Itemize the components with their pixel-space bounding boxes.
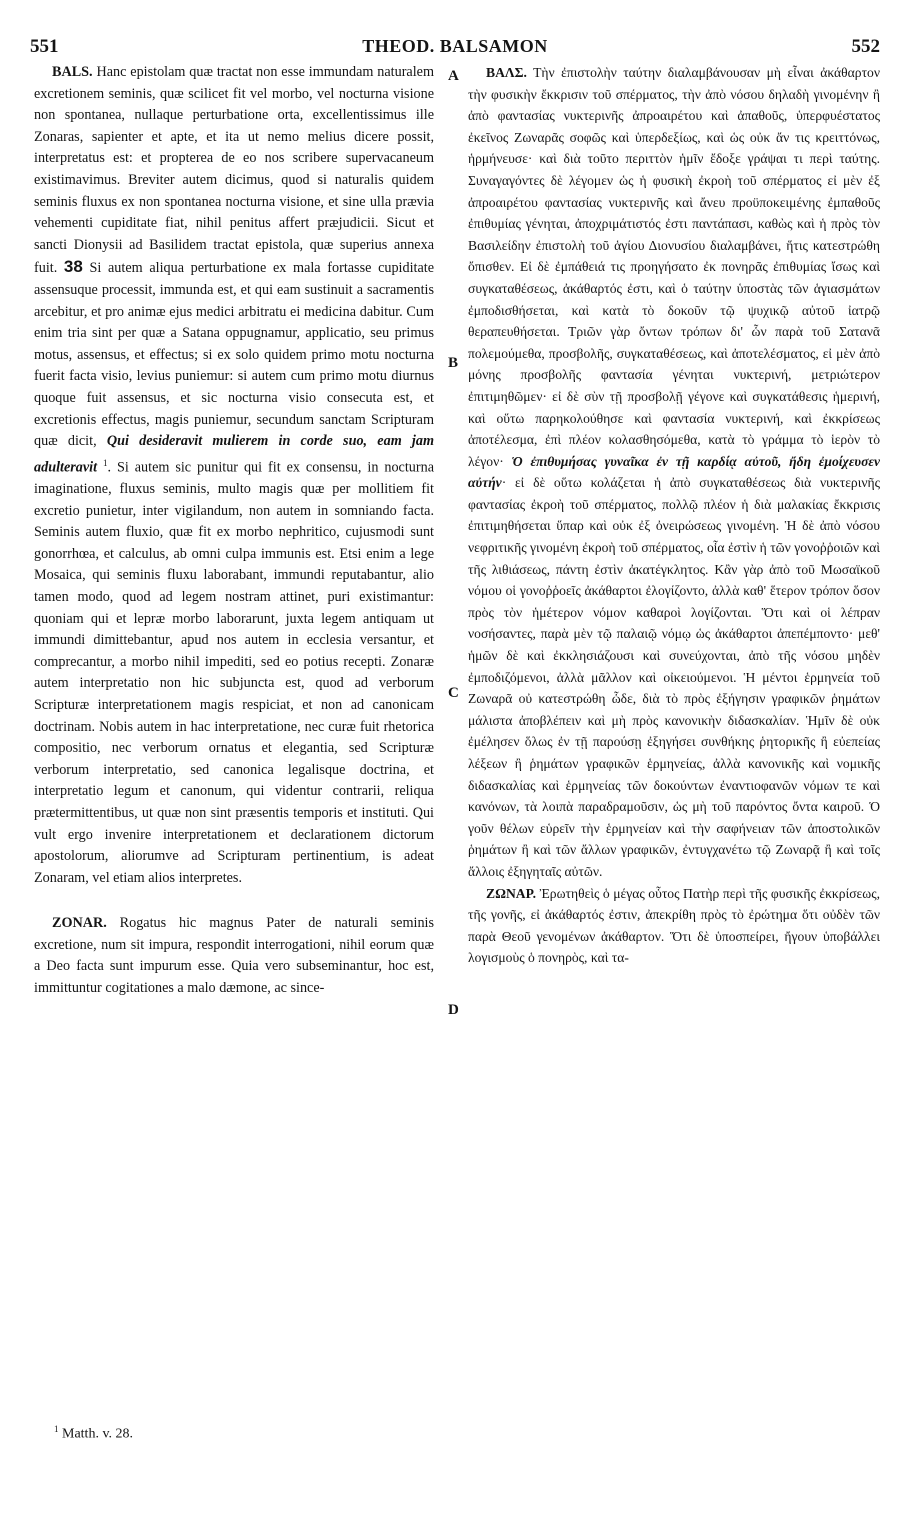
latin-balsamon-paragraph — [34, 62, 434, 889]
latin-zonaras-text: Rogatus hic magnus Pater de naturali seminis excretione, num sit impura, respondit interrogationi, nihil eorum quæ a Deo facta sunt impurum esse. Quia vero subseminantur, hoc est, immittuntur cogitationes a malo dæmone, ac since- — [34, 915, 434, 997]
margin-letter-b: B — [448, 355, 459, 371]
latin-zonaras-paragraph — [34, 913, 434, 999]
greek-scripture-quote: Ὁ ἐπιθυμήσας γυναῖκα ἐν τῇ καρδίᾳ αὐτοῦ, ἤδη ἐμοίχευσεν αὐτήν — [468, 453, 880, 491]
greek-balsamon-label: ΒΑΛΣ. — [486, 65, 527, 80]
running-title: THEOD. BALSAMON — [362, 36, 548, 56]
latin-column — [34, 62, 434, 1000]
greek-column — [468, 62, 880, 969]
footnote-text: Matth. v. 28. — [62, 1426, 134, 1442]
page-header — [30, 36, 880, 64]
page-number: 551 — [30, 36, 59, 57]
greek-balsamon-text-2: · εἰ δὲ οὕτω κολάζεται ἡ ἀπὸ συγκαταθέσεως διὰ νυκτερινῆς φαντασίας ἐκροὴ τοῦ σπέρματος, πολλῷ πλέον ἡ διὰ μαλακίας ἔκκρισις ἐπιτιμηθήσεται ὕπαρ καὶ οὐκ ἐξ ὀνειρώσεως γινομένη. Ἡ δὲ ἀπὸ νόσου νεφριτικῆς γινομένη ἐκροὴ τοῦ σπέρματος, οἷα ἐστὶν ἡ τῶν γονοῤῥοιῶν καὶ τῆς λιθιάσεως, πάντη ἐστὶν ἀκατέγκλητος. Κἂν γὰρ ἀπὸ τοῦ Μωσαϊκοῦ νόμου οἱ γονοῤῥοεῖς ἀκάθαρτοι ἐλογίζοντο, ἀλλὰ καθ' ἕτερον τρόπον ὅσον πρὸς τὸν ἡμέτερον νόμον καθαροὶ λογίζονται. Ὅτι καὶ οἱ λέπραν νοσήσαντες, παρὰ μὲν τῷ παλαιῷ νόμῳ ὡς ἀκάθαρτοι ἀπεπέμποντο· μεθ' ἡμῶν δὲ καὶ ἐκκλησιάζουσι καὶ συνεύχονται, ἀπὸ τῆς νόσου μηδὲν ἐμποδιζόμενοι, ἀλλὰ μᾶλλον καὶ οἰκειούμενοι. Ἡ μέντοι ἑρμηνεία τοῦ Ζωναρᾶ οὐ κατεστρώθη ὧδε, διὰ τὸ πρὸς ἐξήγησιν γραφικῶν ῥημάτων μάλιστα ἀποβλέπειν καὶ μὴ πρὸς κανονικὴν διδασκαλίαν. Ἡμῖν δὲ οὐκ ἐμέλησεν ὅλως ἐν τῇ παρούσῃ ἐξηγήσει συνθήκης ῥητορικῆς ἢ εὐεπείας λέξεων ἢ ῥημάτων γραφικῶν ἑρμηνείας, ἀλλὰ κανονικῆς καὶ νομικῆς διδασκαλίας καὶ ἑρμηνείας τῶν δοκούντων ἐναντιοφανῶν νόμων τε καὶ κανόνων, τὰ λοιπὰ παραδραμοῦσιν, ὡς μὴ τοῦ παρόντος ὄντα καιροῦ. Ὁ γοῦν θέλων εὑρεῖν τὴν ἑρμηνείαν καὶ τὴν σαφήνειαν τῶν ἀποστολικῶν ῥημάτων ἢ καὶ τῶν ἄλλων γραφικῶν, ἐντυγχανέτω τῷ Ζωναρᾷ ἢ καὶ τοῖς ἄλλοις ἐξηγηταῖς αὐτῶν. — [468, 475, 880, 879]
margin-letter-a: A — [448, 68, 459, 84]
margin-letter-d: D — [448, 1002, 459, 1018]
page-mark: 552 — [851, 36, 880, 57]
latin-balsamon-text-1: Hanc epistolam quæ tractat non esse immundam naturalem excretionem seminis, quæ scilicet fit vel morbo, vel nocturna visione non spontanea, nullaque perturbatione orta, excellentissimus ille Zonaras, sapienter et apte, et ita ut nemo melius dicere possit, interpretatus est: et propterea de eo nos scribere supervacaneum existimavimus. Breviter autem dicimus, quod si naturalis quidem seminis fluxus ex non spontanea nocturna visione, et sine ulla prævia vehementi cupiditate fiat, nihil penitus affert præjudicii. Sicut et sancti Dionysii ad Basilidem tractat epistola, quæ superius annexa fuit. — [34, 64, 434, 277]
footnote — [54, 1424, 434, 1443]
latin-balsamon-text-2: Si autem aliqua perturbatione ex mala fortasse cupiditate assensuque processit, immunda est, et qui eam sustinuit a sacramentis arcebitur, et pro animæ ejus medici arbitratu ei medicina dabitur. Cum enim tria sint per quæ a Satana oppugnamur, applicatio, seu primus motus, assensus, et effectus; si ex solo quidem primo motu nocturna fuerit facta visio, levius puniemur: si autem cum primo motu diurnus quoque fuit assensus, et sic nocturna visio consecuta est, et excretionis effectus, magis puniemur, secundum sanctam Scripturam quæ dicit, — [34, 260, 434, 450]
latin-scripture-quote: Qui desideravit mulierem in corde suo, eam jam adulteravit — [34, 433, 434, 476]
latin-zonaras-label: ZONAR. — [52, 915, 107, 932]
greek-zonaras-label: ΖΩΝΑΡ. — [486, 885, 537, 901]
footnote-reference: 1 — [103, 457, 108, 468]
margin-letter-c: C — [448, 685, 459, 701]
footnote-marker: 1 — [54, 1424, 59, 1434]
latin-balsamon-label: BALS. — [52, 64, 93, 80]
greek-balsamon-text-1: Τὴν ἐπιστολὴν ταύτην διαλαμβάνουσαν μὴ εἶναι ἀκάθαρτον τὴν φυσικὴν ἔκκρισιν τοῦ σπέρματος, τὴν ἀπὸ νόσου δηλαδὴ γινομένην ἢ ἀπὸ φαντασίας νυκτερινῆς ἀπροαιρέτου καὶ ἀπαθοῦς, ὑπερφυέστατος ἐκεῖνος Ζωναρᾶς σοφῶς καὶ ὑπερδεξίως, καὶ ὡς οὐκ ἄν τις κρειττόνως, ἡρμήνευσε· καὶ διὰ τοῦτο περιττὸν ἡμῖν ἔδοξε γράψαι τι περὶ ταύτης. Συναγαγόντες δὲ λέγομεν ὡς ἡ φυσικὴ ἐκροὴ τοῦ σπέρματος εἰ μὲν ἐξ ἀπροαιρέτου φαντασίας νυκτερινῆς καὶ ἄνευ προϋποκειμένης ἐμπαθοῦς ἐπιθυμίας γένηται, ἀποχριμάτιστός ἐστι παντάπασι, καθὼς καὶ ἡ πρὸς τὸν Βασιλείδην ἐπιστολὴ τοῦ ἁγίου Διονυσίου διαλαμβάνει, ἥτις κατεστρώθη ὄπισθεν. Εἰ δὲ ἐμπάθειά τις προηγήσατο ἐκ πονηρᾶς ἐπιθυμίας ἴσως καὶ συγκαταθέσεως, ἀκάθαρτός ἐστι, καὶ ὁ ταύτην ὑποστὰς τῶν ἁγιασμάτων ἐμποδισθήσεται, καὶ κατὰ τὸ δοκοῦν τῷ ψυχικῷ αὐτοῦ ἰατρῷ θεραπευθήσεται. Τριῶν γὰρ ὄντων τρόπων δι' ὧν παρὰ τοῦ Σατανᾶ πολεμούμεθα, προσβολῆς, συγκαταθέσεως, καὶ ἀποτελέσματος, εἰ μὲν ἀπὸ μόνης προσβολῆς φαντασία γένηται νυκτερινή, μετριώτερον ἐπιτιμηθῶμεν· εἰ δὲ σὺν τῇ προσβολῇ γέγονε καὶ συγκατάθεσις ἡμερινή, καὶ οὕτω παρηκολούθησε καὶ φαντασία νυκτερινή, καὶ ἐκκρίσεως ἀποτέλεσμα, ἐπὶ πλέον κολασθησόμεθα, κατὰ τὸ γράμμα τὸ ἱερὸν τὸ λέγον· — [468, 65, 880, 469]
latin-balsamon-text-3: . Si autem sic punitur qui fit ex consensu, in nocturna imaginatione, fluxus seminis, multo magis quæ per mollitiem fit excretio punietur, inter vigilandum, non autem in somniando facta. Seminis autem fluxio, quæ fit ex morbo nephritico, cujusmodi sunt gonorrhœa, et calculus, ab omni culpa immunis est. Etsi enim a lege Mosaica, qui seminis fluxu laborabant, immundi reputabantur, alio tamen modo, quod ad legem nostram attinet, puri existimantur: quoniam qui et lepræ morbo laborarunt, juxta legem antiquam ut immundi dimittebantur, apud nos autem in ecclesia versantur, et comprecantur, a morbo nihil impediti, sed eo potius recepti. Zonaræ autem interpretatio non hic subjuncta est, quod ad verborum Scripturæ interpretationem magis respiciat, et non ad canonicam doctrinam. Nobis autem in hac interpretatione, nec curæ fuit rhetorica compositio, nec verborum ornatus et elegantia, sed Scripturæ verborum interpretatio, sed canonica legalisque doctrina, et interpretatio legum et canonum, qui videntur contrarii, reliqua prætermittentibus, ut quæ non sint præsentis temporis et instituti. Qui vult ergo invenire interpretationem et declarationem dictorum apostolorum, aliorumve ad Scripturam pertinentium, is adeat Zonaram, vel etiam alios interpretes. — [34, 459, 434, 886]
greek-zonaras-paragraph — [468, 883, 880, 969]
section-number: 38 — [63, 257, 83, 277]
greek-balsamon-paragraph — [468, 62, 880, 883]
greek-zonaras-text: Ἐρωτηθεὶς ὁ μέγας οὗτος Πατὴρ περὶ τῆς φυσικῆς ἐκκρίσεως, τῆς γονῆς, εἰ ἀκάθαρτός ἐστιν, ἀπεκρίθη πρὸς τὸ ἐρώτημα ὅτι οὐδὲν τῶν παρὰ Θεοῦ γενομένων ἀκάθαρτον. Ὅτι δὲ ὑποσπείρει, ἤγουν ὑποβάλλει λογισμοὺς ὁ πονηρὸς, καὶ τα- — [468, 885, 880, 966]
